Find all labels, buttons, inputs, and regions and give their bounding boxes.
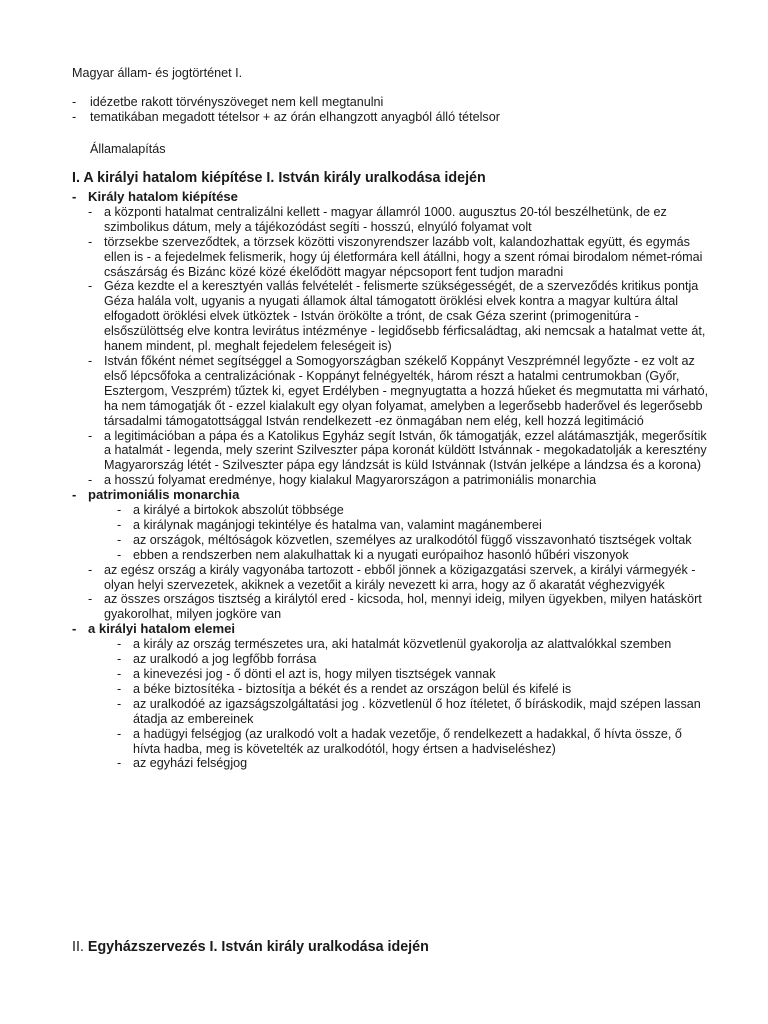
dash-marker: - [72, 487, 77, 503]
heading-1: I. A királyi hatalom kiépítése I. István király uralkodása idején [72, 170, 486, 186]
list-item: - törzsekbe szerveződtek, a törzsek közötti viszonyrendszer lazább volt, kalandozhattak együtt, és egymás ellen is - a fejedelmek felismerik, hogy új életformára kell átállni, hogy a szent római birodalom német-római császárság és Bizánc közé közé ékelődött magyar népcsoport fent tudjon maradni [88, 234, 703, 279]
nested-list-item: - az országok, méltóságok közvetlen, személyes az uralkodótól függő visszavonható tisztségek voltak [117, 532, 692, 547]
nested-list-item: - az egyházi felségjog [117, 756, 248, 771]
list-item: - a hosszú folyamat eredménye, hogy kialakul Magyarországon a patrimoniális monarchia [88, 473, 597, 488]
nested-list-item: - a béke biztosítéka - biztosítja a békét és a rendet az országon belül és kifelé is [117, 681, 572, 696]
list-item: - a központi hatalmat centralizálni kellett - magyar államról 1000. augusztus 20-tól beszélhetünk, de ez szimbolikus dátum, mely a tájékozódást segíti - hosszú, elnyúló folyamat volt [88, 204, 667, 234]
subheading-kiraly-hatalom: - Király hatalom kiépítése [72, 189, 238, 204]
dash-marker: - [72, 95, 77, 109]
list-item: - Géza kezdte el a keresztyén vallás felvételét - felismerte szükségességét, de a szerveződés kritikus pontja Géza halála volt, ugyanis a nyugati államok által támogatott öröklési elvek kontra a magyar kultúra által elfogadott öröklési elvek ütköztek - István örökölte a trónt, de csak Géza szerint (primogenitúra - elsőszülöttség elve kontra levirátus intézménye - legidősebb férficsaládtag, aki nemcsak a hatalmat vette át, hanem mindent, pl. meghalt fejedelem feleségeit is) [88, 279, 706, 354]
nested-list-item: - a királynak magánjogi tekintélye és hatalma van, valamint magánemberei [117, 517, 542, 532]
nested-list-item: - a kinevezési jog - ő dönti el azt is, hogy milyen tisztségek vannak [117, 667, 496, 681]
nested-list-item: - ebben a rendszerben nem alakulhattak ki a nyugati európaihoz hasonló hűbéri viszonyok [117, 547, 629, 562]
list-item: - a legitimációban a pápa és a Katolikus Egyház segít István, ők támogatják, ezzel alátámasztják, megerősítik a hatalmát - legenda, mely szerint Szilveszter pápa koronát küldött Istvánnak - megokadatolják a keresztény Magyarország létét - Szilveszter pápa egy lándzsát is küld Istvánnak (István jelképe a lándzsa és a korona) [88, 428, 707, 473]
list-item: - az egész ország a király vagyonába tartozott - ebből jönnek a közigazgatási szervek, a királyi vármegyék - olyan helyi szervezetek, akiknek a vezetőit a király nevezett ki arra, hogy az ő akaratát véghezvigyék [88, 562, 696, 592]
intro-item: - tematikában megadott tételsor + az órán elhangzott anyagból álló tételsor [72, 109, 500, 124]
dash-marker: - [72, 189, 77, 204]
heading-2-text: Egyházszervezés I. István király uralkodása idején [87, 939, 429, 955]
list-item: - István főként német segítséggel a Somogyországban székelő Koppányt Veszprémnél legyőzte - ez volt az első lépcsőfoka a centralizációnak - Koppányt felnégyelték, három részt a hatalmi centrumokban (Győr, Esztergom, Veszprém) tűztek ki, egyet Erdélyben - megnyugtatta a hozzá hűeket és megmutatta mi várható, ha nem támogatják őt - ezzel kialakult egy olyan folyamat, amelyben a legerősebb haderővel és legerősebb társadalmi támogatottsággal István rendelkezett -ez önmagában nem elég, kell hozzá legitimáció [88, 353, 709, 428]
nested-list-item: - a hadügyi felségjog (az uralkodó volt a hadak vezetője, ő rendelkezett a hadakkal, ő hívta össze, ő hívta hadba, meg is követelték az uralkodótól, hogy értsen a hadviseléshez) [117, 726, 682, 756]
heading-2 [72, 940, 429, 955]
list-item: - az összes országos tisztség a királytól ered - kicsoda, hol, mennyi ideig, milyen ügyekben, milyen hatáskört gyakorolhat, milyen jogköre van [88, 592, 702, 622]
document-title: Magyar állam- és jogtörténet I. [72, 66, 243, 80]
nested-list-item: - a király az ország természetes ura, aki hatalmát közvetlenül gyakorolja az alattvalókkal szemben [117, 637, 672, 652]
subheading-patrimonialis: - patrimoniális monarchia [72, 487, 240, 503]
section-label: Államalapítás [90, 142, 166, 156]
dash-marker: - [72, 621, 77, 637]
dash-marker: - [72, 109, 77, 124]
nested-list-item: - az uralkodó a jog legfőbb forrása [117, 652, 317, 667]
intro-list [72, 95, 712, 125]
heading-2-number: II. [72, 939, 84, 955]
intro-item: - idézetbe rakott törvényszöveget nem kell megtanulni [72, 95, 384, 109]
section-body [72, 190, 712, 771]
subheading-kiralyi-hatalom-elemei: - a királyi hatalom elemei [72, 621, 236, 637]
nested-list-item: - a királyé a birtokok abszolút többsége [117, 503, 344, 518]
nested-list-item: - az uralkodóé az igazságszolgáltatási jog . közvetlenül ő hoz ítéletet, ő bíráskodik, majd szépen lassan átadja az embereinek [117, 696, 701, 726]
